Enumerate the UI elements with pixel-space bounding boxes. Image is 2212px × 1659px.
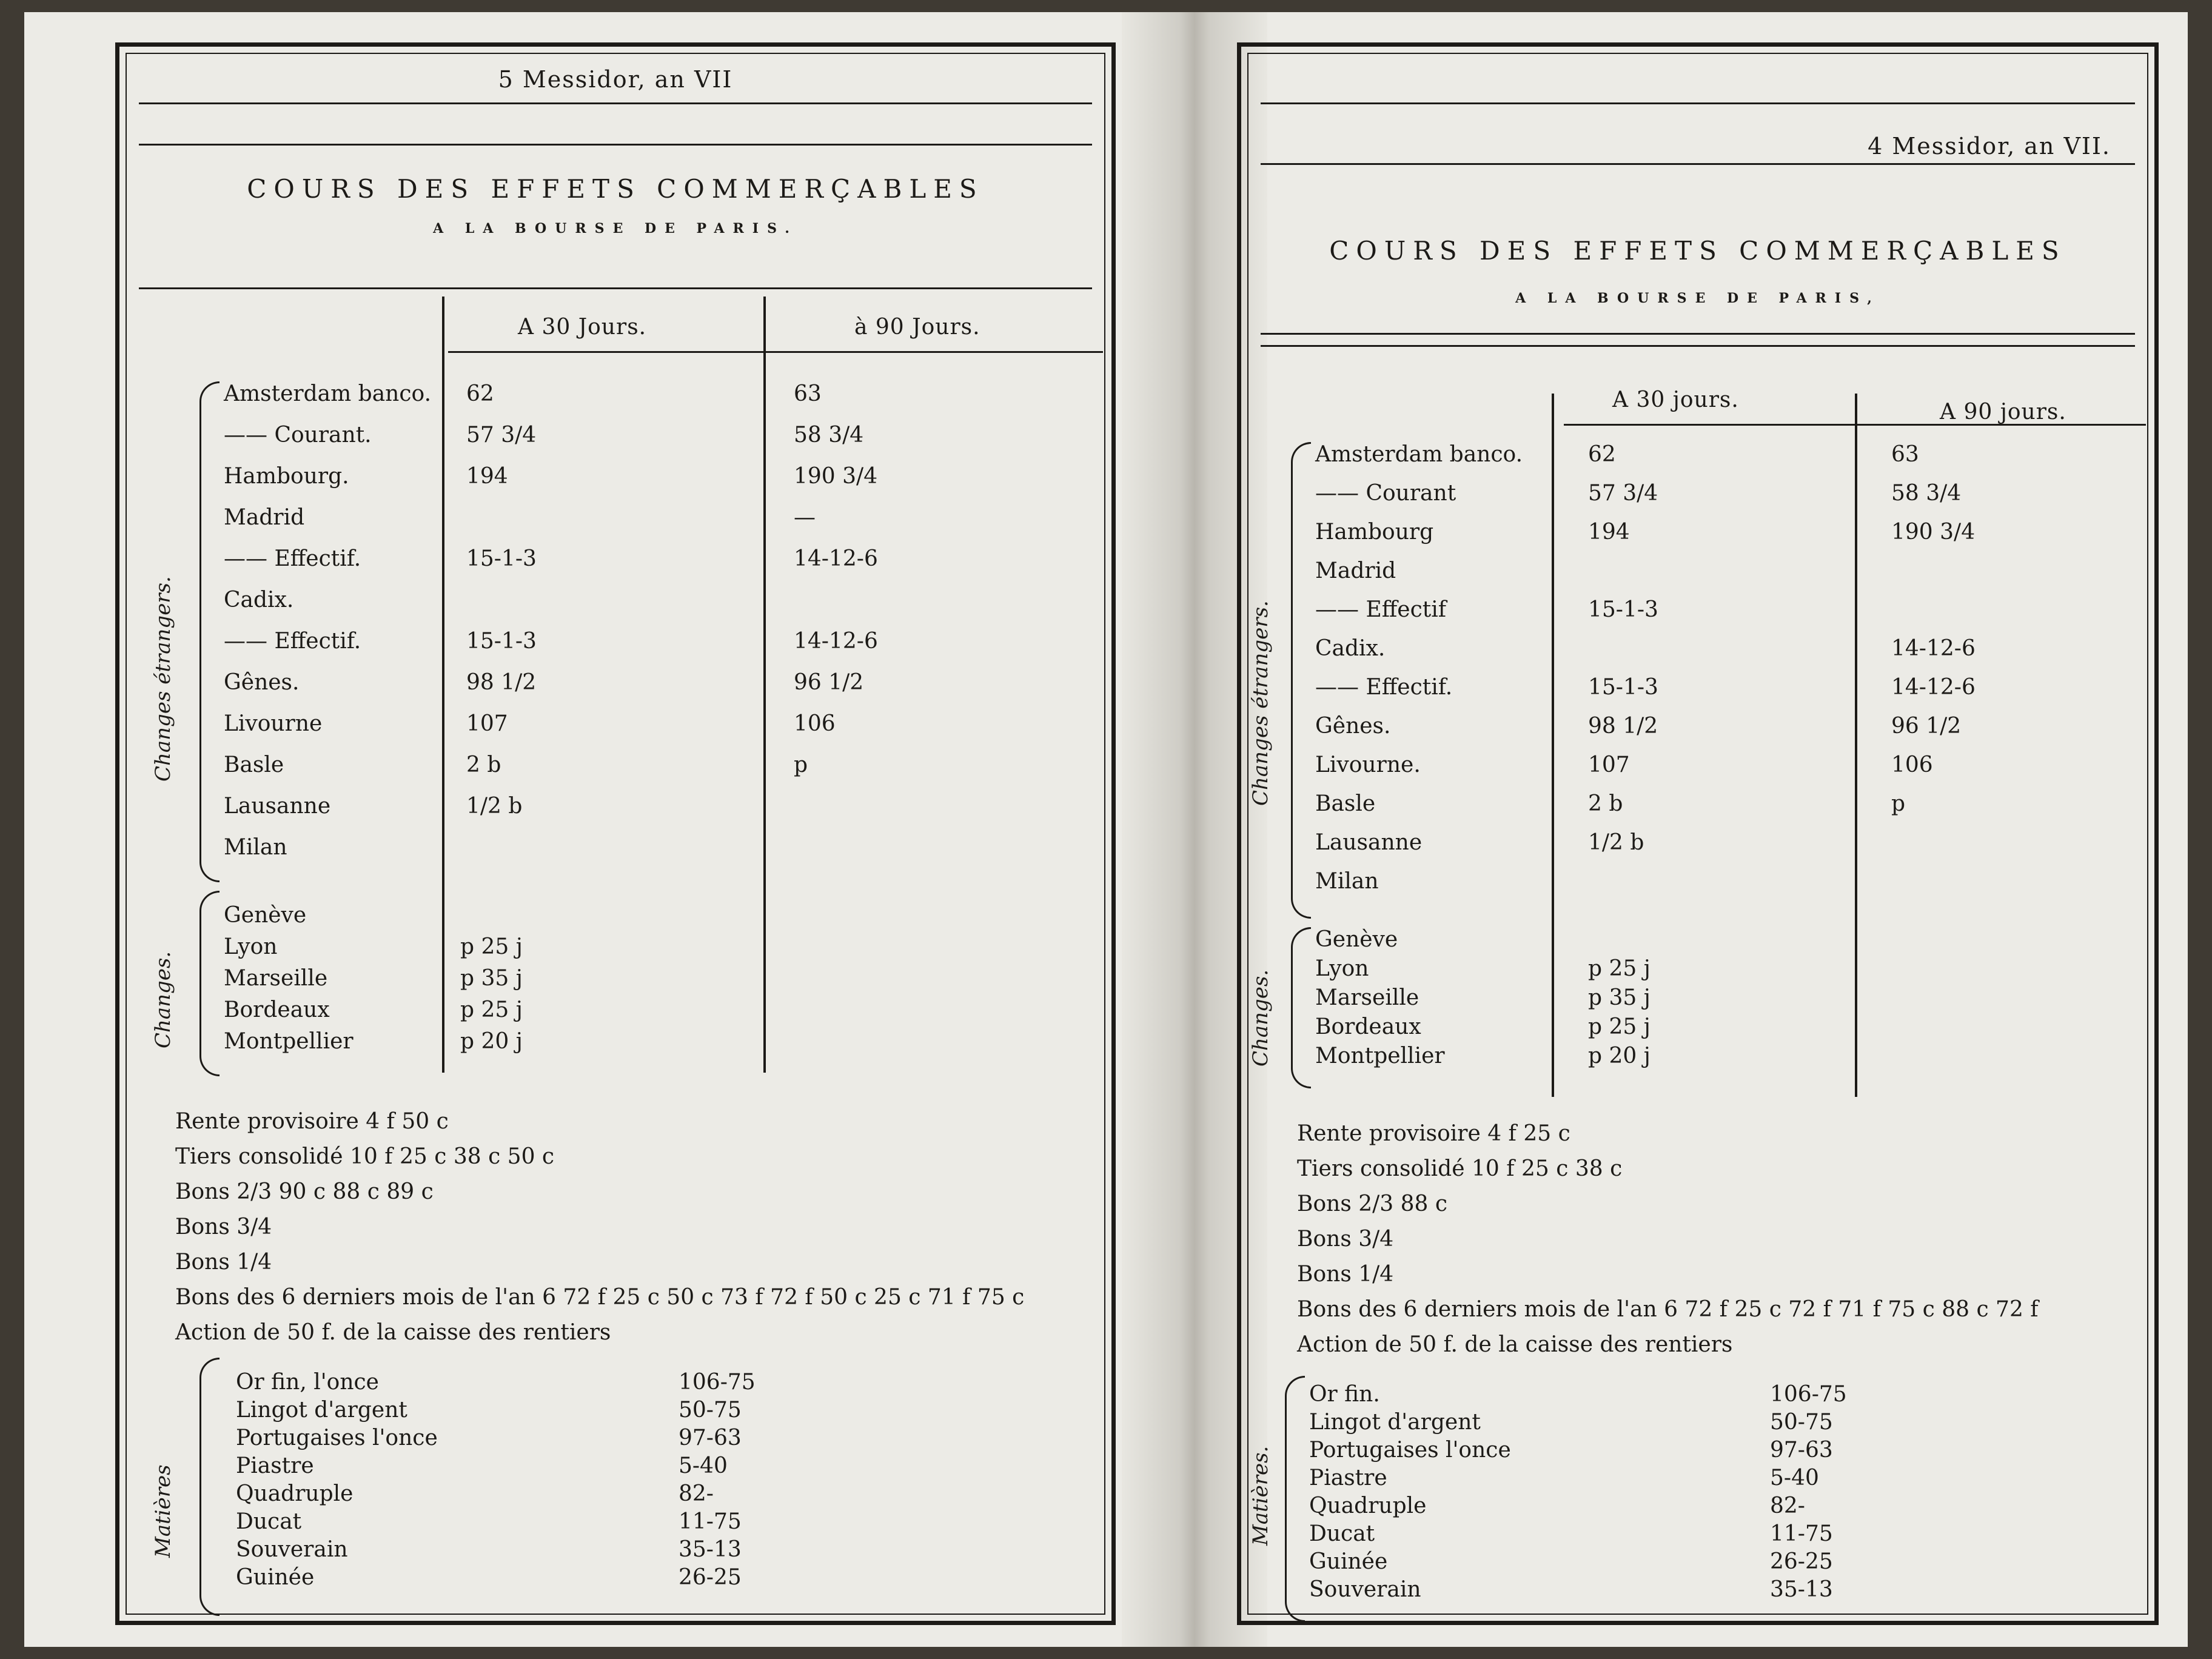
table-row (1248, 956, 2147, 983)
rente-line: Rente provisoire 4 f 25 c (1297, 1121, 1570, 1146)
table-row (1248, 714, 2147, 740)
value-30-jours: p 35 j (1588, 985, 1651, 1010)
row-label: Livourne. (1315, 752, 1421, 777)
matiere-value: 35-13 (679, 1537, 742, 1562)
value-30-jours: 15-1-3 (1588, 597, 1658, 622)
row-label: Genève (1315, 927, 1398, 952)
left-page-subtitle: A LA BOURSE DE PARIS. (433, 221, 798, 236)
rente-line: Bons 2/3 90 c 88 c 89 c (175, 1179, 434, 1204)
table-row (1248, 1014, 2147, 1041)
value-90-jours: 14-12-6 (794, 629, 878, 654)
value-30-jours: p 25 j (460, 934, 523, 959)
matiere-row (1309, 1521, 1833, 1546)
matiere-row (1309, 1577, 1833, 1602)
value-30-jours: 57 3/4 (1588, 481, 1658, 506)
value-30-jours: 15-1-3 (1588, 675, 1658, 700)
matiere-label: Ducat (236, 1509, 302, 1534)
value-30-jours: 2 b (1588, 791, 1623, 816)
table-row (1248, 481, 2147, 508)
left-col2-header: à 90 Jours. (854, 315, 980, 340)
matiere-label: Ducat (1309, 1521, 1375, 1546)
row-label: Milan (1315, 869, 1379, 894)
value-30-jours: p 25 j (460, 997, 523, 1022)
value-30-jours: 57 3/4 (466, 423, 537, 447)
table-row (1248, 791, 2147, 818)
matiere-row (1309, 1382, 1847, 1407)
matiere-label: Piastre (1309, 1466, 1387, 1490)
table-row (127, 423, 1104, 449)
matiere-row (1309, 1466, 1819, 1490)
changes-label: Changes. (1248, 969, 1273, 1067)
table-row (127, 934, 1104, 961)
row-label: Bordeaux (224, 997, 330, 1022)
header-rule (1261, 163, 2135, 165)
matiere-label: Lingot d'argent (236, 1398, 407, 1423)
rente-line: Bons 1/4 (1297, 1262, 1394, 1287)
value-30-jours: p 20 j (1588, 1044, 1651, 1068)
row-label: Madrid (224, 505, 305, 530)
table-row (127, 997, 1104, 1024)
right-col1-header: A 30 jours. (1612, 387, 1739, 412)
matiere-value: 50-75 (1770, 1410, 1833, 1435)
row-label: Gênes. (1315, 714, 1391, 739)
matiere-label: Quadruple (236, 1481, 354, 1506)
right-page (1237, 42, 2159, 1625)
table-row (1248, 1044, 2147, 1070)
row-label: —— Courant. (224, 423, 372, 447)
value-30-jours: 194 (1588, 520, 1630, 545)
right-page-title: COURS DES EFFETS COMMERÇABLES (1329, 236, 2066, 266)
rente-line: Bons 1/4 (175, 1250, 272, 1275)
table-row (127, 464, 1104, 491)
matiere-row (236, 1565, 742, 1590)
matiere-value: 106-75 (679, 1370, 756, 1395)
row-label: Amsterdam banco. (224, 381, 432, 406)
matiere-value: 35-13 (1770, 1577, 1833, 1602)
table-row (1248, 597, 2147, 624)
row-label: Montpellier (224, 1029, 354, 1054)
value-30-jours: p 20 j (460, 1029, 523, 1054)
matiere-row (1309, 1493, 1805, 1518)
row-label: Marseille (224, 966, 328, 991)
right-page-header: 4 Messidor, an VII. (1868, 133, 2111, 159)
matiere-row (236, 1398, 742, 1423)
title-rule (139, 287, 1092, 289)
matiere-label: Guinée (236, 1565, 315, 1590)
rente-line: Action de 50 f. de la caisse des rentiers (1297, 1332, 1733, 1357)
header-rule (139, 144, 1092, 146)
value-30-jours: p 25 j (1588, 956, 1651, 981)
col-header-rule (448, 351, 1103, 353)
value-90-jours: 14-12-6 (1891, 675, 1976, 700)
value-30-jours: 62 (1588, 442, 1616, 467)
title-rule (1261, 333, 2135, 335)
rente-line: Tiers consolidé 10 f 25 c 38 c 50 c (175, 1144, 555, 1169)
rente-line: Action de 50 f. de la caisse des rentiers (175, 1320, 611, 1345)
row-label: —— Effectif (1315, 597, 1447, 622)
table-row (127, 1029, 1104, 1056)
left-page-header: 5 Messidor, an VII (498, 66, 733, 93)
value-90-jours: 190 3/4 (1891, 520, 1976, 545)
value-30-jours: 15-1-3 (466, 629, 537, 654)
matiere-value: 97-63 (1770, 1438, 1833, 1463)
table-row (1248, 558, 2147, 585)
rente-line: Rente provisoire 4 f 50 c (175, 1109, 449, 1134)
left-page-frame (126, 53, 1105, 1615)
value-30-jours: 194 (466, 464, 508, 489)
matiere-row (236, 1426, 742, 1450)
rente-line: Bons des 6 derniers mois de l'an 6 72 f 25 c 50 c 73 f 72 f 50 c 25 c 71 f 75 c (175, 1285, 1025, 1310)
row-label: Lyon (224, 934, 278, 959)
value-90-jours: 96 1/2 (1891, 714, 1962, 739)
row-label: Madrid (1315, 558, 1396, 583)
table-row (1248, 752, 2147, 779)
book-spread (24, 12, 2188, 1647)
value-30-jours: p 25 j (1588, 1014, 1651, 1039)
left-page-title: COURS DES EFFETS COMMERÇABLES (247, 174, 984, 204)
table-row (1248, 442, 2147, 469)
matiere-label: Or fin, l'once (236, 1370, 379, 1395)
matiere-label: Souverain (236, 1537, 348, 1562)
row-label: Cadix. (224, 588, 294, 612)
table-row (127, 381, 1104, 408)
value-90-jours: p (794, 752, 808, 777)
row-label: Genève (224, 903, 307, 928)
matiere-label: Guinée (1309, 1549, 1388, 1574)
row-label: Lausanne (1315, 830, 1423, 855)
matiere-label: Quadruple (1309, 1493, 1427, 1518)
row-label: Cadix. (1315, 636, 1386, 661)
left-page (115, 42, 1116, 1625)
table-row (1248, 830, 2147, 857)
row-label: Basle (1315, 791, 1376, 816)
matiere-label: Piastre (236, 1453, 314, 1478)
matiere-value: 5-40 (679, 1453, 728, 1478)
matieres-label: Matières (151, 1464, 175, 1558)
row-label: Amsterdam banco. (1315, 442, 1523, 467)
row-label: Bordeaux (1315, 1014, 1421, 1039)
row-label: Lausanne (224, 794, 331, 819)
value-90-jours: 96 1/2 (794, 670, 864, 695)
matiere-value: 50-75 (679, 1398, 742, 1423)
matiere-value: 11-75 (1770, 1521, 1833, 1546)
table-row (127, 629, 1104, 655)
matiere-row (236, 1453, 728, 1478)
matiere-row (1309, 1549, 1833, 1574)
left-col1-header: A 30 Jours. (518, 315, 647, 340)
value-90-jours: 63 (794, 381, 822, 406)
header-rule (139, 102, 1092, 104)
matiere-row (1309, 1410, 1833, 1435)
matiere-row (1309, 1438, 1833, 1463)
value-30-jours: 98 1/2 (466, 670, 537, 695)
matieres-label: Matières. (1248, 1446, 1273, 1546)
rente-line: Bons 3/4 (1297, 1227, 1394, 1252)
value-90-jours: 106 (1891, 752, 1933, 777)
table-row (127, 505, 1104, 532)
row-label: —— Effectif. (1315, 675, 1453, 700)
value-30-jours: 98 1/2 (1588, 714, 1658, 739)
table-row (127, 903, 1104, 930)
matiere-value: 82- (679, 1481, 714, 1506)
value-30-jours: 2 b (466, 752, 501, 777)
matiere-row (236, 1537, 742, 1562)
row-label: Gênes. (224, 670, 300, 695)
matiere-value: 5-40 (1770, 1466, 1819, 1490)
matiere-label: Portugaises l'once (236, 1426, 438, 1450)
table-row (127, 835, 1104, 862)
rente-line: Tiers consolidé 10 f 25 c 38 c (1297, 1156, 1623, 1181)
value-30-jours: 1/2 b (466, 794, 523, 819)
matiere-value: 26-25 (679, 1565, 742, 1590)
rente-line: Bons 2/3 88 c (1297, 1191, 1448, 1216)
value-30-jours: 15-1-3 (466, 546, 537, 571)
row-label: Basle (224, 752, 284, 777)
matiere-row (236, 1509, 742, 1534)
value-30-jours: 62 (466, 381, 494, 406)
value-90-jours: 58 3/4 (1891, 481, 1962, 506)
matieres-brace (199, 1358, 220, 1616)
changes-etrangers-label: Changes étrangers. (1248, 600, 1273, 806)
matieres-brace (1285, 1376, 1305, 1622)
right-col2-header: A 90 jours. (1940, 400, 2066, 424)
value-30-jours: 1/2 b (1588, 830, 1644, 855)
changes-label: Changes. (151, 951, 175, 1048)
value-90-jours: 63 (1891, 442, 1919, 467)
matiere-row (236, 1370, 756, 1395)
value-90-jours: 14-12-6 (1891, 636, 1976, 661)
matiere-label: Portugaises l'once (1309, 1438, 1511, 1463)
value-90-jours: p (1891, 791, 1906, 816)
matiere-value: 26-25 (1770, 1549, 1833, 1574)
table-row (127, 670, 1104, 697)
right-page-frame (1247, 53, 2148, 1615)
value-90-jours: 14-12-6 (794, 546, 878, 571)
matiere-row (236, 1481, 714, 1506)
row-label: —— Effectif. (224, 629, 361, 654)
value-30-jours: 107 (1588, 752, 1630, 777)
title-rule (1261, 345, 2135, 347)
header-rule (1261, 102, 2135, 104)
matiere-label: Or fin. (1309, 1382, 1380, 1407)
value-30-jours: 107 (466, 711, 508, 736)
table-row (127, 588, 1104, 614)
row-label: Hambourg (1315, 520, 1434, 545)
right-page-subtitle: A LA BOURSE DE PARIS, (1515, 290, 1880, 306)
table-row (1248, 985, 2147, 1012)
matiere-value: 82- (1770, 1493, 1805, 1518)
row-label: Milan (224, 835, 287, 860)
matiere-label: Souverain (1309, 1577, 1421, 1602)
matiere-value: 106-75 (1770, 1382, 1847, 1407)
table-row (127, 752, 1104, 779)
row-label: Montpellier (1315, 1044, 1445, 1068)
row-label: Hambourg. (224, 464, 349, 489)
table-row (1248, 675, 2147, 702)
rente-line: Bons 3/4 (175, 1215, 272, 1239)
table-row (1248, 636, 2147, 663)
rente-line: Bons des 6 derniers mois de l'an 6 72 f 25 c 72 f 71 f 75 c 88 c 72 f (1297, 1297, 2039, 1322)
table-row (1248, 927, 2147, 954)
row-label: —— Effectif. (224, 546, 361, 571)
table-row (127, 794, 1104, 820)
row-label: —— Courant (1315, 481, 1456, 506)
table-row (1248, 520, 2147, 546)
table-row (127, 711, 1104, 738)
matiere-value: 11-75 (679, 1509, 742, 1534)
table-row (127, 546, 1104, 573)
row-label: Marseille (1315, 985, 1419, 1010)
row-label: Lyon (1315, 956, 1369, 981)
row-label: Livourne (224, 711, 323, 736)
table-row (1248, 869, 2147, 896)
value-90-jours: 190 3/4 (794, 464, 878, 489)
matiere-value: 97-63 (679, 1426, 742, 1450)
value-90-jours: 58 3/4 (794, 423, 864, 447)
changes-etrangers-label: Changes étrangers. (151, 576, 175, 782)
value-30-jours: p 35 j (460, 966, 523, 991)
matiere-label: Lingot d'argent (1309, 1410, 1481, 1435)
table-row (127, 966, 1104, 993)
value-90-jours: 106 (794, 711, 836, 736)
value-90-jours: — (794, 505, 816, 530)
